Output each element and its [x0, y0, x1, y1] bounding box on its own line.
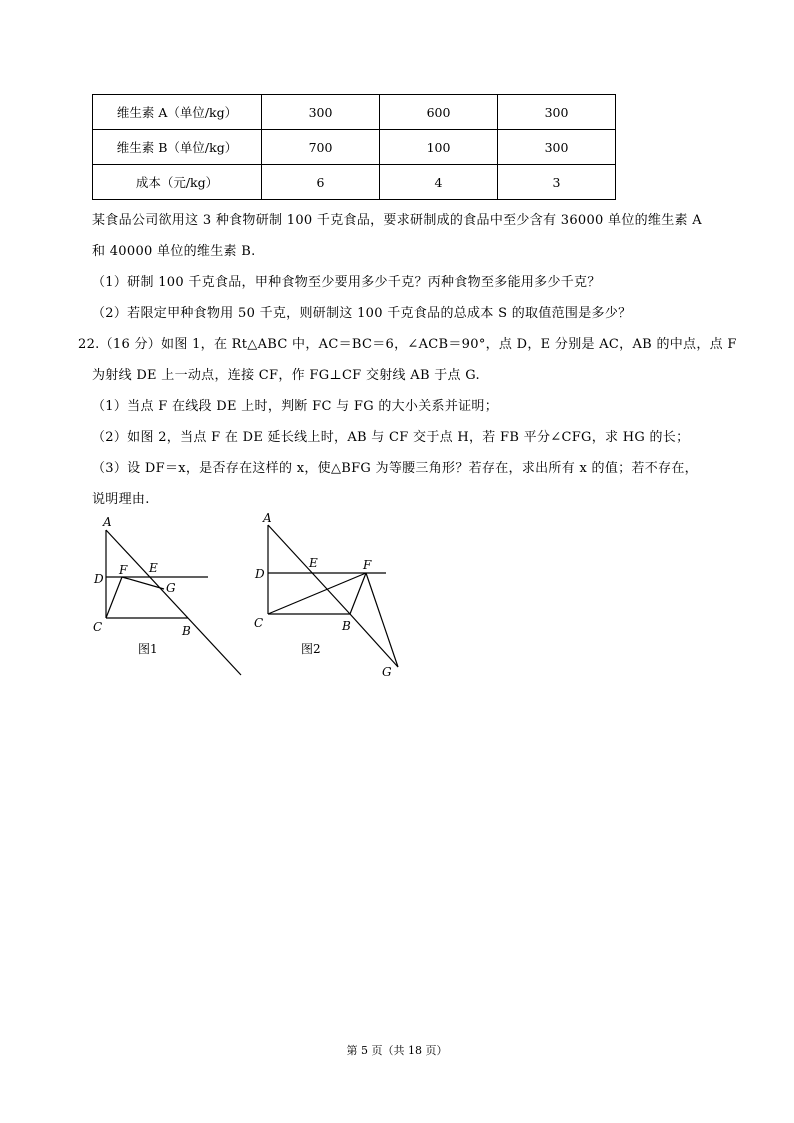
label-D: D — [255, 567, 265, 581]
page-footer: 第 5 页（共 18 页） — [346, 1044, 448, 1057]
segment-FG — [366, 573, 398, 667]
label-E: E — [309, 556, 318, 570]
problem22-question1: （1）当点 F 在线段 DE 上时，判断 FC 与 FG 的大小关系并证明； — [92, 399, 499, 414]
label-B: B — [342, 619, 351, 633]
problem22-line1: 22.（16 分）如图 1，在 Rt△ABC 中，AC＝BC＝6，∠ACB＝90°，点 D，E 分别是 AC，AB 的中点，点 F — [78, 337, 737, 352]
table-row — [93, 95, 616, 130]
table-cell: 100 — [380, 130, 498, 165]
label-B: B — [182, 624, 191, 638]
label-C: C — [93, 620, 103, 634]
problem21-intro-line1: 某食品公司欲用这 3 种食物研制 100 千克食品，要求研制成的食品中至少含有 36000 单位的维生素 A — [92, 213, 702, 228]
table-cell: 4 — [380, 165, 498, 200]
table-cell: 6 — [262, 165, 380, 200]
figure-2-caption: 图2 — [301, 642, 321, 656]
table-cell: 600 — [380, 95, 498, 130]
problem21-intro-line2: 和 40000 单位的维生素 B. — [92, 244, 256, 259]
segment-CF — [268, 573, 366, 614]
label-A: A — [103, 515, 112, 529]
segment-BG — [350, 614, 398, 667]
table-cell: 300 — [262, 95, 380, 130]
label-G: G — [166, 581, 176, 595]
problem22-question3-line2: 说明理由. — [92, 492, 150, 507]
label-A: A — [263, 511, 272, 525]
problem21-question1: （1）研制 100 千克食品，甲种食物至少要用多少千克？丙种食物至多能用多少千克？ — [92, 275, 601, 290]
table-cell: 3 — [498, 165, 616, 200]
problem22-line2: 为射线 DE 上一动点，连接 CF，作 FG⊥CF 交射线 AB 于点 G. — [92, 368, 480, 383]
label-E: E — [149, 561, 158, 575]
table-cell: 700 — [262, 130, 380, 165]
table-cell: 300 — [498, 95, 616, 130]
label-C: C — [254, 616, 264, 630]
label-D: D — [94, 572, 104, 586]
problem22-question2: （2）如图 2，当点 F 在 DE 延长线上时，AB 与 CF 交于点 H，若 FB 平分∠CFG，求 HG 的长； — [92, 430, 690, 445]
table-cell: 300 — [498, 130, 616, 165]
table-cell: 维生素 B（单位/kg） — [93, 130, 262, 165]
problem21-question2: （2）若限定甲种食物用 50 千克，则研制这 100 千克食品的总成本 S 的取值范围是多少？ — [92, 306, 632, 321]
problem22-question3-line1: （3）设 DF＝x，是否存在这样的 x，使△BFG 为等腰三角形？若存在，求出所有 x 的值；若不存在， — [92, 461, 698, 476]
table-cell: 维生素 A（单位/kg） — [93, 95, 262, 130]
table-cell: 成本（元/kg） — [93, 165, 262, 200]
ray-AB — [106, 530, 241, 675]
table-row — [93, 165, 616, 200]
label-G: G — [382, 665, 392, 679]
label-F: F — [119, 563, 128, 577]
segment-FG — [122, 577, 164, 589]
segment-CF — [106, 577, 122, 618]
figure-1-caption: 图1 — [138, 642, 158, 656]
table-row — [93, 130, 616, 165]
figure-1-diagram — [86, 510, 256, 685]
figure-2-diagram — [246, 505, 411, 685]
nutrition-table — [92, 94, 616, 200]
label-F: F — [363, 558, 372, 572]
